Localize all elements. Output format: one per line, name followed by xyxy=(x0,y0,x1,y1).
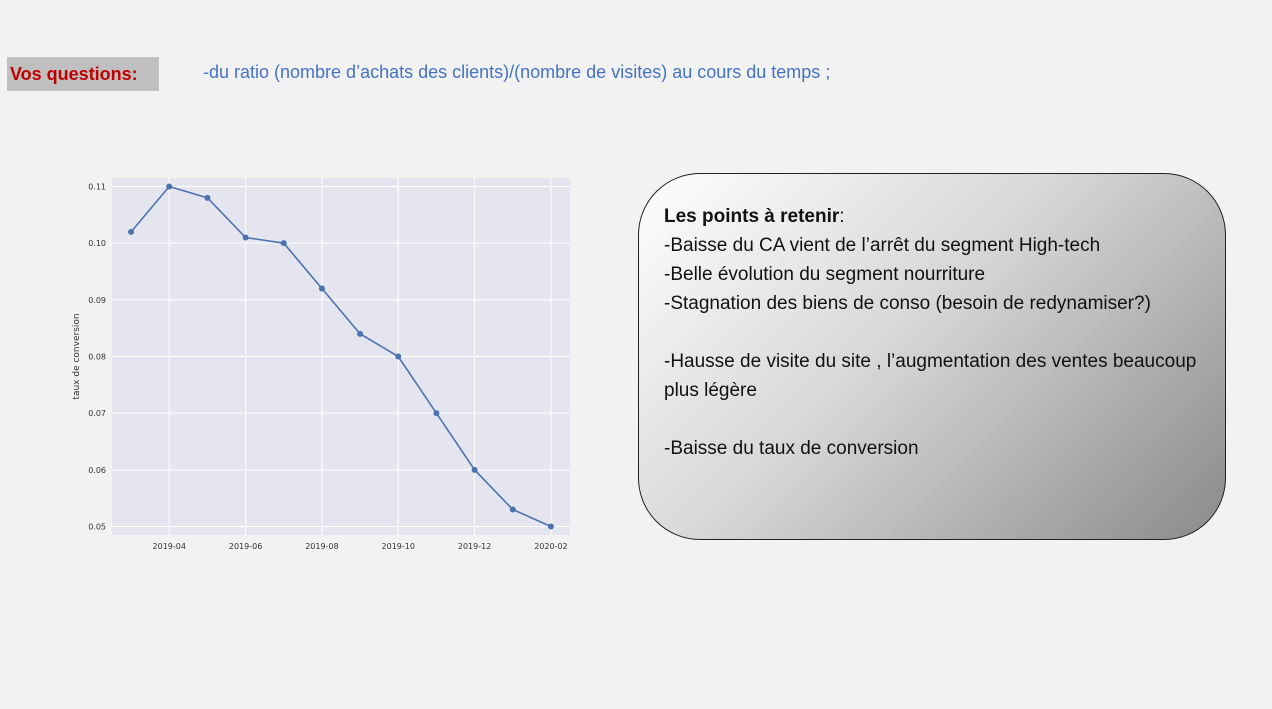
callout-heading xyxy=(664,202,1207,231)
point-conversion-drop: -Baisse du taux de conversion xyxy=(664,438,919,459)
data-point xyxy=(319,286,325,292)
y-tick-label: 0.10 xyxy=(88,239,106,249)
callout-title: Les points à retenir xyxy=(664,206,840,227)
point-consumer-goods: -Stagnation des biens de conso (besoin de redynamiser?) xyxy=(664,293,1151,314)
point-site-visits: -Hausse de visite du site , l’augmentation des ventes beaucoup plus légère xyxy=(664,351,1197,401)
data-point xyxy=(395,354,401,360)
data-point xyxy=(510,507,516,513)
question-text: -du ratio (nombre d’achats des clients)/(nombre de visites) au cours du temps ; xyxy=(203,62,831,82)
data-point xyxy=(166,184,172,190)
y-tick-label: 0.09 xyxy=(88,295,106,305)
key-points-callout xyxy=(638,173,1226,540)
y-tick-label: 0.07 xyxy=(88,409,106,419)
y-tick-label: 0.11 xyxy=(88,182,106,192)
data-point xyxy=(204,195,210,201)
y-tick-label: 0.06 xyxy=(88,465,106,475)
chart-svg xyxy=(65,170,575,560)
questions-label: Vos questions: xyxy=(7,57,159,91)
x-tick-label: 2019-10 xyxy=(381,542,415,551)
point-ca-drop: -Baisse du CA vient de l’arrêt du segment High-tech xyxy=(664,235,1101,256)
data-point xyxy=(548,524,554,530)
point-food-growth: -Belle évolution du segment nourriture xyxy=(664,264,986,285)
data-point xyxy=(281,240,287,246)
data-point xyxy=(433,410,439,416)
x-tick-label: 2019-04 xyxy=(152,542,186,551)
y-tick-label: 0.05 xyxy=(88,522,106,532)
x-tick-label: 2019-12 xyxy=(457,542,492,551)
data-point xyxy=(243,235,249,241)
conversion-rate-chart xyxy=(65,170,575,560)
x-tick-label: 2019-06 xyxy=(228,542,263,551)
data-point xyxy=(128,229,134,235)
data-point xyxy=(357,331,363,337)
data-point xyxy=(472,467,478,473)
x-tick-label: 2019-08 xyxy=(305,542,339,551)
x-tick-label: 2020-02 xyxy=(534,542,568,551)
y-tick-label: 0.08 xyxy=(88,352,106,362)
callout-title-suffix: : xyxy=(839,206,845,227)
y-axis-label: taux de conversion xyxy=(72,313,82,400)
